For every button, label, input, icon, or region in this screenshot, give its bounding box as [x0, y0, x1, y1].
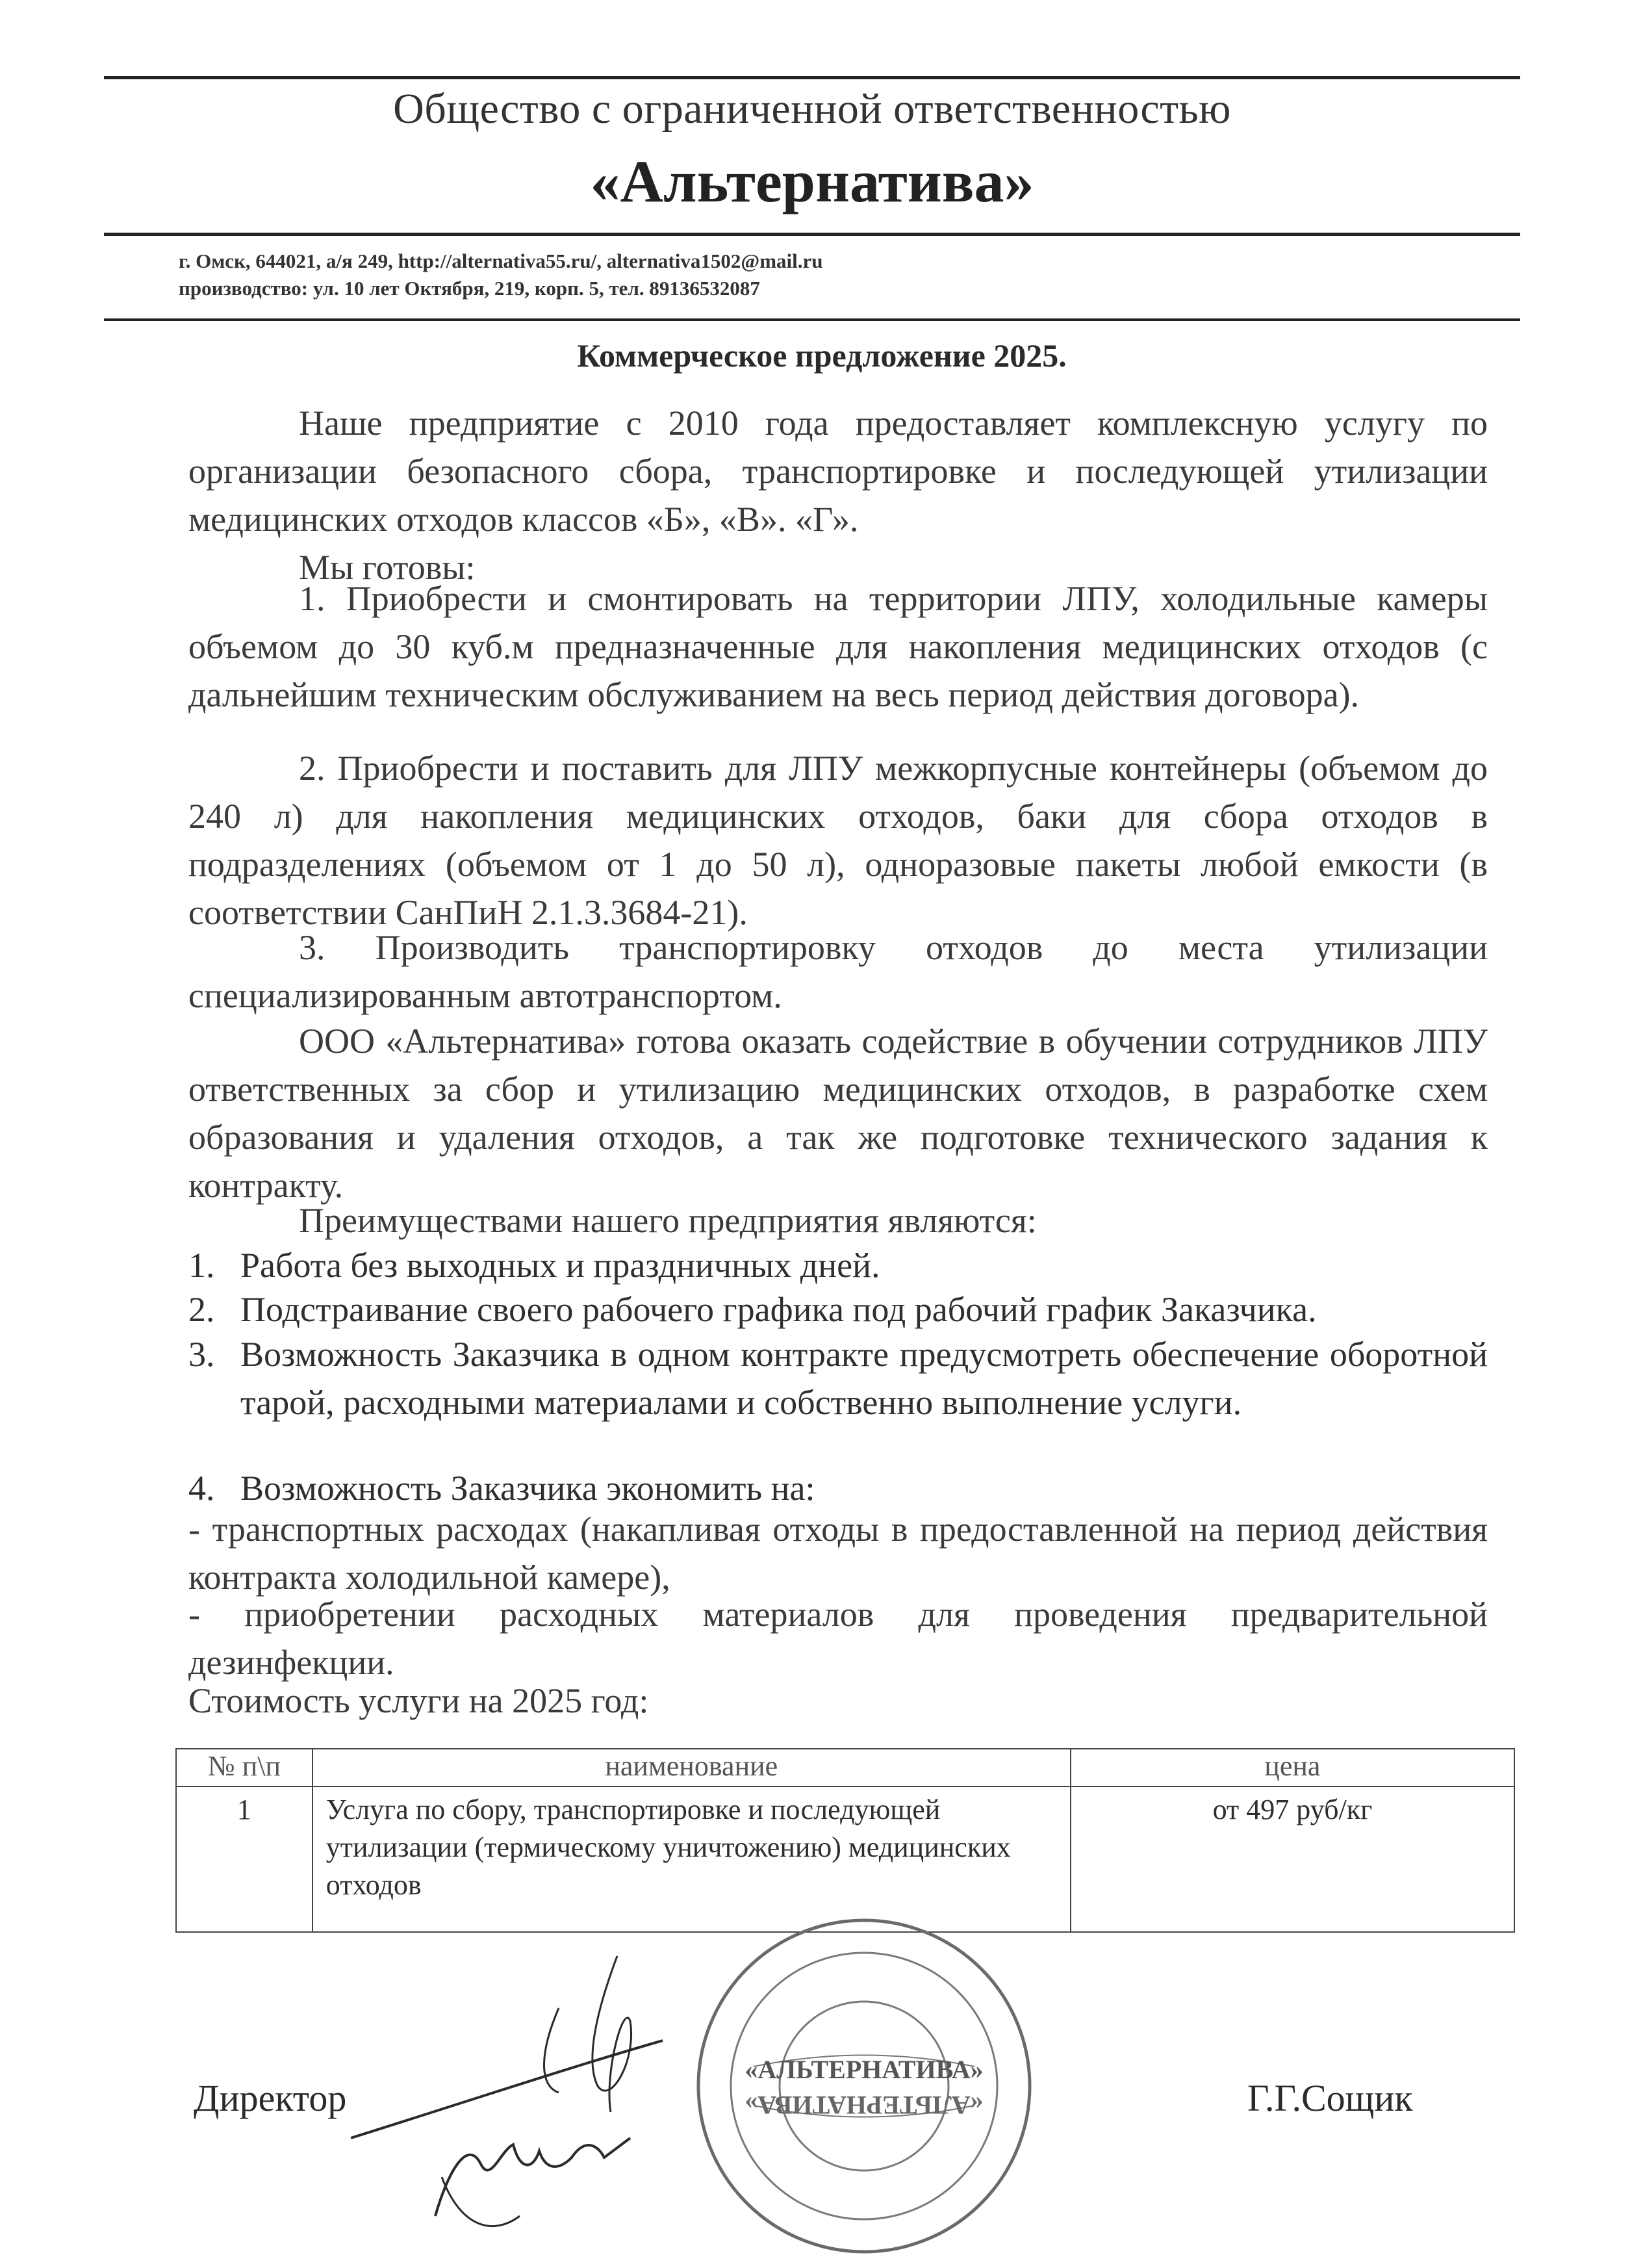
director-label: Директор: [194, 2077, 347, 2119]
advantage-item-2: [188, 1285, 1488, 1334]
advantage-number: 4.: [188, 1469, 215, 1508]
stamp-text-inverted: «АЛЬТЕРНАТИВА»: [745, 2091, 984, 2120]
service-name: Услуга по сбору, транспортировке и последующей утилизации (термическому уничтожению) медицинских отходов: [312, 1786, 1071, 1932]
advantage-text: Работа без выходных и праздничных дней.: [240, 1246, 880, 1285]
document-title: Коммерческое предложение 2025.: [577, 337, 1067, 374]
company-stamp: [682, 1904, 1046, 2268]
advantage-text: Подстраивание своего рабочего графика под рабочий график Заказчика.: [240, 1290, 1317, 1329]
ready-line: Мы готовы:: [299, 548, 476, 587]
advantage-item-1: [188, 1241, 1488, 1289]
header-top-rule: [104, 76, 1520, 79]
saving-transport: - транспортных расходах (накапливая отходы в предоставленной на период действия контракта холодильной камере),: [188, 1510, 1488, 1597]
advantage-number: 3.: [188, 1335, 215, 1374]
address-line-1: г. Омск, 644021, а/я 249, http://alternativa55.ru/, alternativa1502@mail.ru: [179, 250, 823, 272]
advantage-text: Возможность Заказчика экономить на:: [240, 1469, 815, 1508]
column-header-number: № п\п: [176, 1749, 312, 1786]
advantages-intro: Преимуществами нашего предприятия являются:: [299, 1201, 1037, 1240]
offer-item-3: 3. Производить транспортировку отходов до места утилизации специализированным автотранспортом.: [188, 928, 1488, 1015]
advantage-number: 2.: [188, 1290, 215, 1329]
service-price: от 497 руб/кг: [1071, 1786, 1514, 1932]
row-number: 1: [176, 1786, 312, 1932]
assistance-paragraph: ООО «Альтернатива» готова оказать содействие в обучении сотрудников ЛПУ ответственных за сбор и утилизацию медицинских отходов, в разработке схем образования и удаления отходов, а так же подготовке технического задания к контракту.: [188, 1022, 1488, 1205]
column-header-name: наименование: [312, 1749, 1071, 1786]
intro-paragraph: Наше предприятие с 2010 года предоставляет комплексную услугу по организации безопасного сбора, транспортировке и последующей утилизации медицинских отходов классов «Б», «В». «Г».: [188, 404, 1488, 539]
company-form: Общество с ограниченной ответственностью: [393, 85, 1231, 133]
advantage-item-3: [188, 1330, 1488, 1426]
saving-materials: - приобретении расходных материалов для проведения предварительной дезинфекции.: [188, 1595, 1488, 1682]
header-mid-rule: [104, 233, 1520, 236]
cost-label: Стоимость услуги на 2025 год:: [188, 1681, 649, 1720]
handwritten-signature: [325, 1943, 689, 2249]
offer-item-1: 1. Приобрести и смонтировать на территории ЛПУ, холодильные камеры объемом до 30 куб.м предназначенные для накопления медицинских отходов (с дальнейшим техническим обслуживанием на весь период действия договора).: [188, 579, 1488, 714]
offer-item-2: 2. Приобрести и поставить для ЛПУ межкорпусные контейнеры (объемом до 240 л) для накопления медицинских отходов, баки для сбора отходов в подразделениях (объемом от 1 до 50 л), одноразовые пакеты любой емкости (в соответствии СанПиН 2.1.3.3684-21).: [188, 749, 1488, 932]
address-line-2: производство: ул. 10 лет Октября, 219, корп. 5, тел. 89136532087: [179, 277, 760, 300]
stamp-text: «АЛЬТЕРНАТИВА»: [745, 2055, 984, 2084]
header-bottom-rule: [104, 318, 1520, 321]
advantage-number: 1.: [188, 1246, 215, 1285]
advantage-text: Возможность Заказчика в одном контракте предусмотреть обеспечение оборотной тарой, расходными материалами и собственно выполнение услуги.: [240, 1335, 1488, 1422]
column-header-price: цена: [1071, 1749, 1514, 1786]
table-header-row: [176, 1749, 1514, 1786]
company-name: «Альтернатива»: [590, 148, 1034, 214]
director-name: Г.Г.Сощик: [1247, 2077, 1413, 2119]
